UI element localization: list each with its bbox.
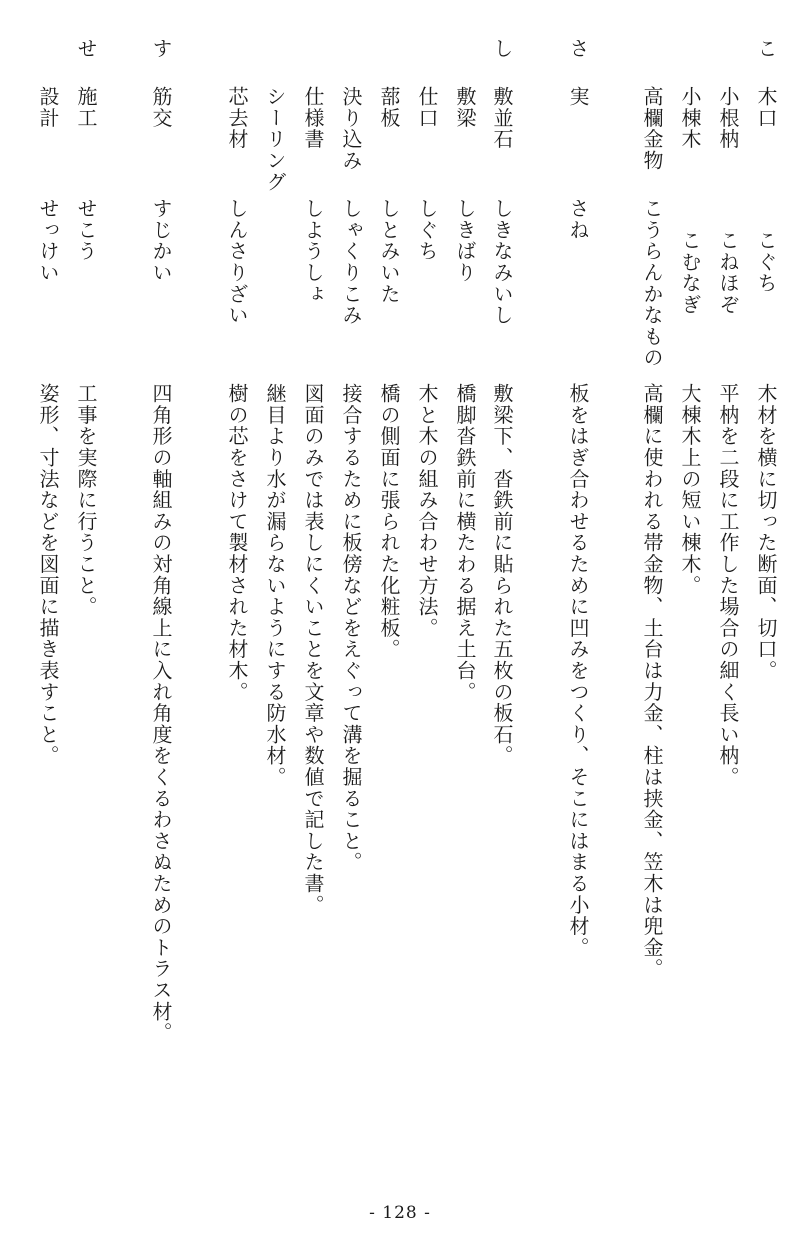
entry-definition-shiyousho: 図面のみでは表しにくいことを文章や数値で記した書。 <box>301 383 325 916</box>
section-heading-sa: さ <box>566 38 590 60</box>
entry-definition-konehozo: 平枘を二段に工作した場合の細く長い枘。 <box>716 383 740 788</box>
entry-definition-sekou: 工事を実際に行うこと。 <box>74 383 98 618</box>
entry-reading-shitomiita: しとみいた <box>377 198 401 305</box>
entry-term-shikinamiishi: 敷並石 <box>490 86 514 150</box>
entry-reading-shakurikomi: しゃくりこみ <box>339 198 363 326</box>
entry-definition-sekkei: 姿形、寸法などを図面に描き表すこと。 <box>36 383 60 767</box>
entry-reading-shiyousho: しようしょ <box>301 198 325 305</box>
entry-term-sujikai: 筋交 <box>149 86 173 129</box>
entry-term-kourankanamono: 高欄金物 <box>640 86 664 172</box>
section-heading-se: せ <box>74 38 98 60</box>
entry-term-shakurikomi: 決り込み <box>339 86 363 172</box>
entry-definition-sane: 板をはぎ合わせるために凹みをつくり、そこにはまる小材。 <box>566 383 590 959</box>
entry-reading-shikibari: しきばり <box>453 198 477 284</box>
section-heading-ko: こ <box>754 38 778 60</box>
entry-term-komunagi: 小棟木 <box>678 86 702 150</box>
entry-definition-komunagi: 大棟木上の短い棟木。 <box>678 383 702 596</box>
entry-term-sekou: 施工 <box>74 86 98 129</box>
entry-definition-shiguchi: 木と木の組み合わせ方法。 <box>415 383 439 639</box>
entry-definition-koguchi: 木材を横に切った断面、切口。 <box>754 383 778 682</box>
entry-reading-kourankanamono: こうらんかなもの <box>640 198 664 369</box>
entry-reading-sekkei: せっけい <box>36 198 60 284</box>
entry-reading-koguchi: こぐち <box>754 230 778 294</box>
page-number: - 128 - <box>369 1203 431 1223</box>
entry-reading-sekou: せこう <box>74 198 98 262</box>
entry-term-shiguchi: 仕口 <box>415 86 439 129</box>
entry-term-sealing: シーリング <box>263 86 287 193</box>
entry-term-shiyousho: 仕様書 <box>301 86 325 150</box>
entry-definition-shinsarizai: 樹の芯をさけて製材された材木。 <box>225 383 249 703</box>
entry-term-sekkei: 設計 <box>36 86 60 129</box>
entry-reading-shiguchi: しぐち <box>415 198 439 262</box>
entry-definition-sujikai: 四角形の軸組みの対角線上に入れ角度をくるわさぬためのトラス材。 <box>149 383 173 1044</box>
entry-reading-shinsarizai: しんさりざい <box>225 198 249 326</box>
entry-definition-kourankanamono: 高欄に使われる帯金物、土台は力金、柱は挟金、笠木は兜金。 <box>640 383 664 980</box>
entry-term-konehozo: 小根枘 <box>716 86 740 150</box>
entry-definition-sealing: 継目より水が漏らないようにする防水材。 <box>263 383 287 788</box>
section-heading-shi: し <box>490 38 514 60</box>
section-heading-su: す <box>149 38 173 60</box>
entry-reading-komunagi: こむなぎ <box>678 230 702 316</box>
entry-definition-shakurikomi: 接合するために板傍などをえぐって溝を掘ること。 <box>339 383 363 873</box>
entry-definition-shitomiita: 橋の側面に張られた化粧板。 <box>377 383 401 660</box>
entry-reading-sane: さね <box>566 198 590 241</box>
entry-term-koguchi: 木口 <box>754 86 778 129</box>
entry-term-shitomiita: 蔀板 <box>377 86 401 129</box>
entry-term-shikibari: 敷梁 <box>453 86 477 129</box>
entry-reading-sujikai: すじかい <box>149 198 173 284</box>
entry-term-shinsarizai: 芯去材 <box>225 86 249 150</box>
entry-reading-konehozo: こねほぞ <box>716 230 740 316</box>
entry-reading-shikinamiishi: しきなみいし <box>490 198 514 326</box>
entry-term-sane: 実 <box>566 86 590 108</box>
entry-definition-shikibari: 橋脚沓鉄前に横たわる据え土台。 <box>453 383 477 703</box>
entry-definition-shikinamiishi: 敷梁下、沓鉄前に貼られた五枚の板石。 <box>490 383 514 767</box>
